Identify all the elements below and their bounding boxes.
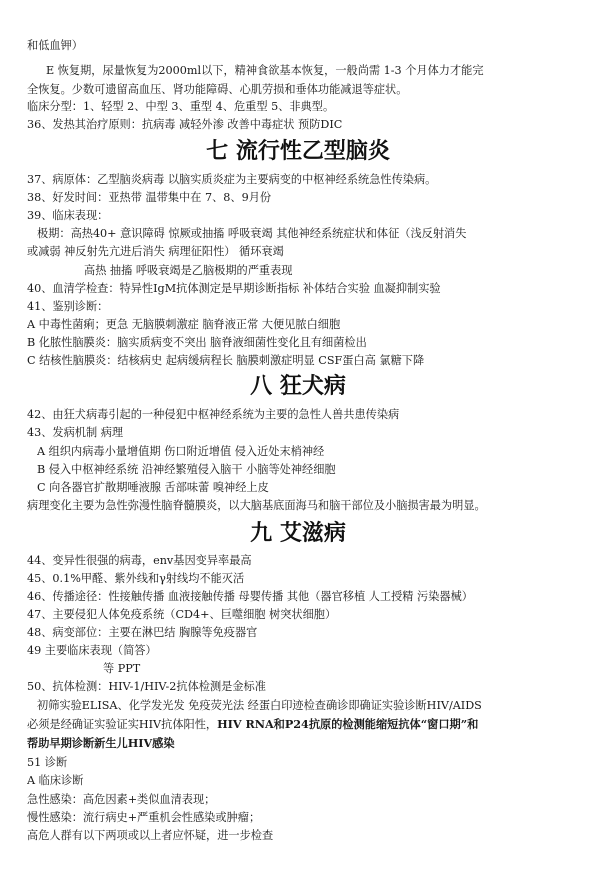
text-line: 36、发热其治疗原则：抗病毒 减轻外渗 改善中毒症状 预防DIC xyxy=(27,118,343,131)
text-line: 高热 抽搐 呼吸衰竭是乙脑极期的严重表现 xyxy=(84,264,293,277)
emphasized-text: 帮助早期诊断新生儿HIV感染 xyxy=(27,736,175,750)
text-run: 必须是经确证实验证实HIV抗体阳性， xyxy=(27,718,218,731)
text-line: 38、好发时间：亚热带 温带集中在 7、8、9月份 xyxy=(27,191,272,204)
text-line: 全恢复。少数可遗留高血压、肾功能障碍、心肌劳损和垂体功能减退等症状。 xyxy=(27,83,408,96)
text-line: 急性感染：高危因素+类似血清表现； xyxy=(27,793,216,806)
text-line: 45、0.1%甲醛、紫外线和γ射线均不能灭活 xyxy=(27,572,245,585)
text-line: 51 诊断 xyxy=(27,756,68,769)
text-line: C 向各器官扩散期唾液腺 舌部味蕾 嗅神经上皮 xyxy=(37,481,269,494)
text-line: E 恢复期，尿量恢复为2000ml以下，精神食欲基本恢复，一般尚需 1-3 个月体力才能完 xyxy=(46,64,484,77)
text-line: 49 主要临床表现（简答） xyxy=(27,644,157,657)
text-line: 慢性感染：流行病史+严重机会性感染或肿瘤； xyxy=(27,811,261,824)
text-line: 43、发病机制 病理 xyxy=(27,426,124,439)
section-heading-8: 八 狂犬病 xyxy=(250,374,346,399)
text-line: 46、传播途径：性接触传播 血液接触传播 母婴传播 其他（器官移植 人工授精 污染器械） xyxy=(27,590,473,603)
text-line: B 侵入中枢神经系统 沿神经繁殖侵入脑干 小脑等处神经细胞 xyxy=(37,463,336,476)
text-line: 37、病原体：乙型脑炎病毒 以脑实质炎症为主要病变的中枢神经系统急性传染病。 xyxy=(27,173,437,186)
text-line: 40、血清学检查：特异性IgM抗体测定是早期诊断指标 补体结合实验 血凝抑制实验 xyxy=(27,282,441,295)
text-line: 39、临床表现： xyxy=(27,209,109,222)
text-line: 病理变化主要为急性弥漫性脑脊髓膜炎，以大脑基底面海马和脑干部位及小脑损害最为明显。 xyxy=(27,499,486,512)
text-line: 48、病变部位：主要在淋巴结 胸腺等免疫器官 xyxy=(27,626,258,639)
section-heading-9: 九 艾滋病 xyxy=(250,521,346,546)
text-line: 44、变异性很强的病毒，env基因变异率最高 xyxy=(27,554,252,567)
text-line: 42、由狂犬病毒引起的一种侵犯中枢神经系统为主要的急性人兽共患传染病 xyxy=(27,408,400,421)
text-line: 高危人群有以下两项或以上者应怀疑，进一步检查 xyxy=(27,829,274,842)
text-line: A 组织内病毒小量增值期 伤口附近增值 侵入近处末梢神经 xyxy=(37,445,325,458)
text-line: 41、鉴别诊断： xyxy=(27,300,109,313)
text-line: 极期：高热40+ 意识障碍 惊厥或抽搐 呼吸衰竭 其他神经系统症状和体征（浅反射消失 xyxy=(37,227,467,240)
text-line: C 结核性脑膜炎：结核病史 起病缓病程长 脑膜刺激症明显 CSF蛋白高 氯糖下降 xyxy=(27,354,425,367)
text-line: 50、抗体检测：HIV-1/HIV-2抗体检测是金标准 xyxy=(27,680,266,693)
text-line: 或减弱 神反射先亢进后消失 病理征阳性） 循环衰竭 xyxy=(27,245,284,258)
emphasized-text: HIV RNA和P24抗原的检测能缩短抗体“窗口期”和 xyxy=(217,717,479,731)
text-line: 临床分型：1、轻型 2、中型 3、重型 4、危重型 5、非典型。 xyxy=(27,100,335,113)
text-line: A 中毒性菌痢；更急 无脑膜刺激症 脑脊液正常 大便见脓白细胞 xyxy=(27,318,341,331)
text-line: 和低血钾） xyxy=(27,39,83,52)
text-line: 初筛实验ELISA、化学发光发 免疫荧光法 经蛋白印迹检查确诊即确证实验诊断HIV/AIDS xyxy=(37,699,482,712)
text-line: 等 PPT xyxy=(103,662,141,675)
text-line xyxy=(27,715,578,733)
text-line: B 化脓性脑膜炎：脑实质病变不突出 脑脊液细菌性变化且有细菌检出 xyxy=(27,336,367,349)
section-heading-7: 七 流行性乙型脑炎 xyxy=(206,139,390,164)
text-line: 47、主要侵犯人体免疫系统（CD4+、巨噬细胞 树突状细胞） xyxy=(27,608,337,621)
text-line: A 临床诊断 xyxy=(27,774,84,787)
